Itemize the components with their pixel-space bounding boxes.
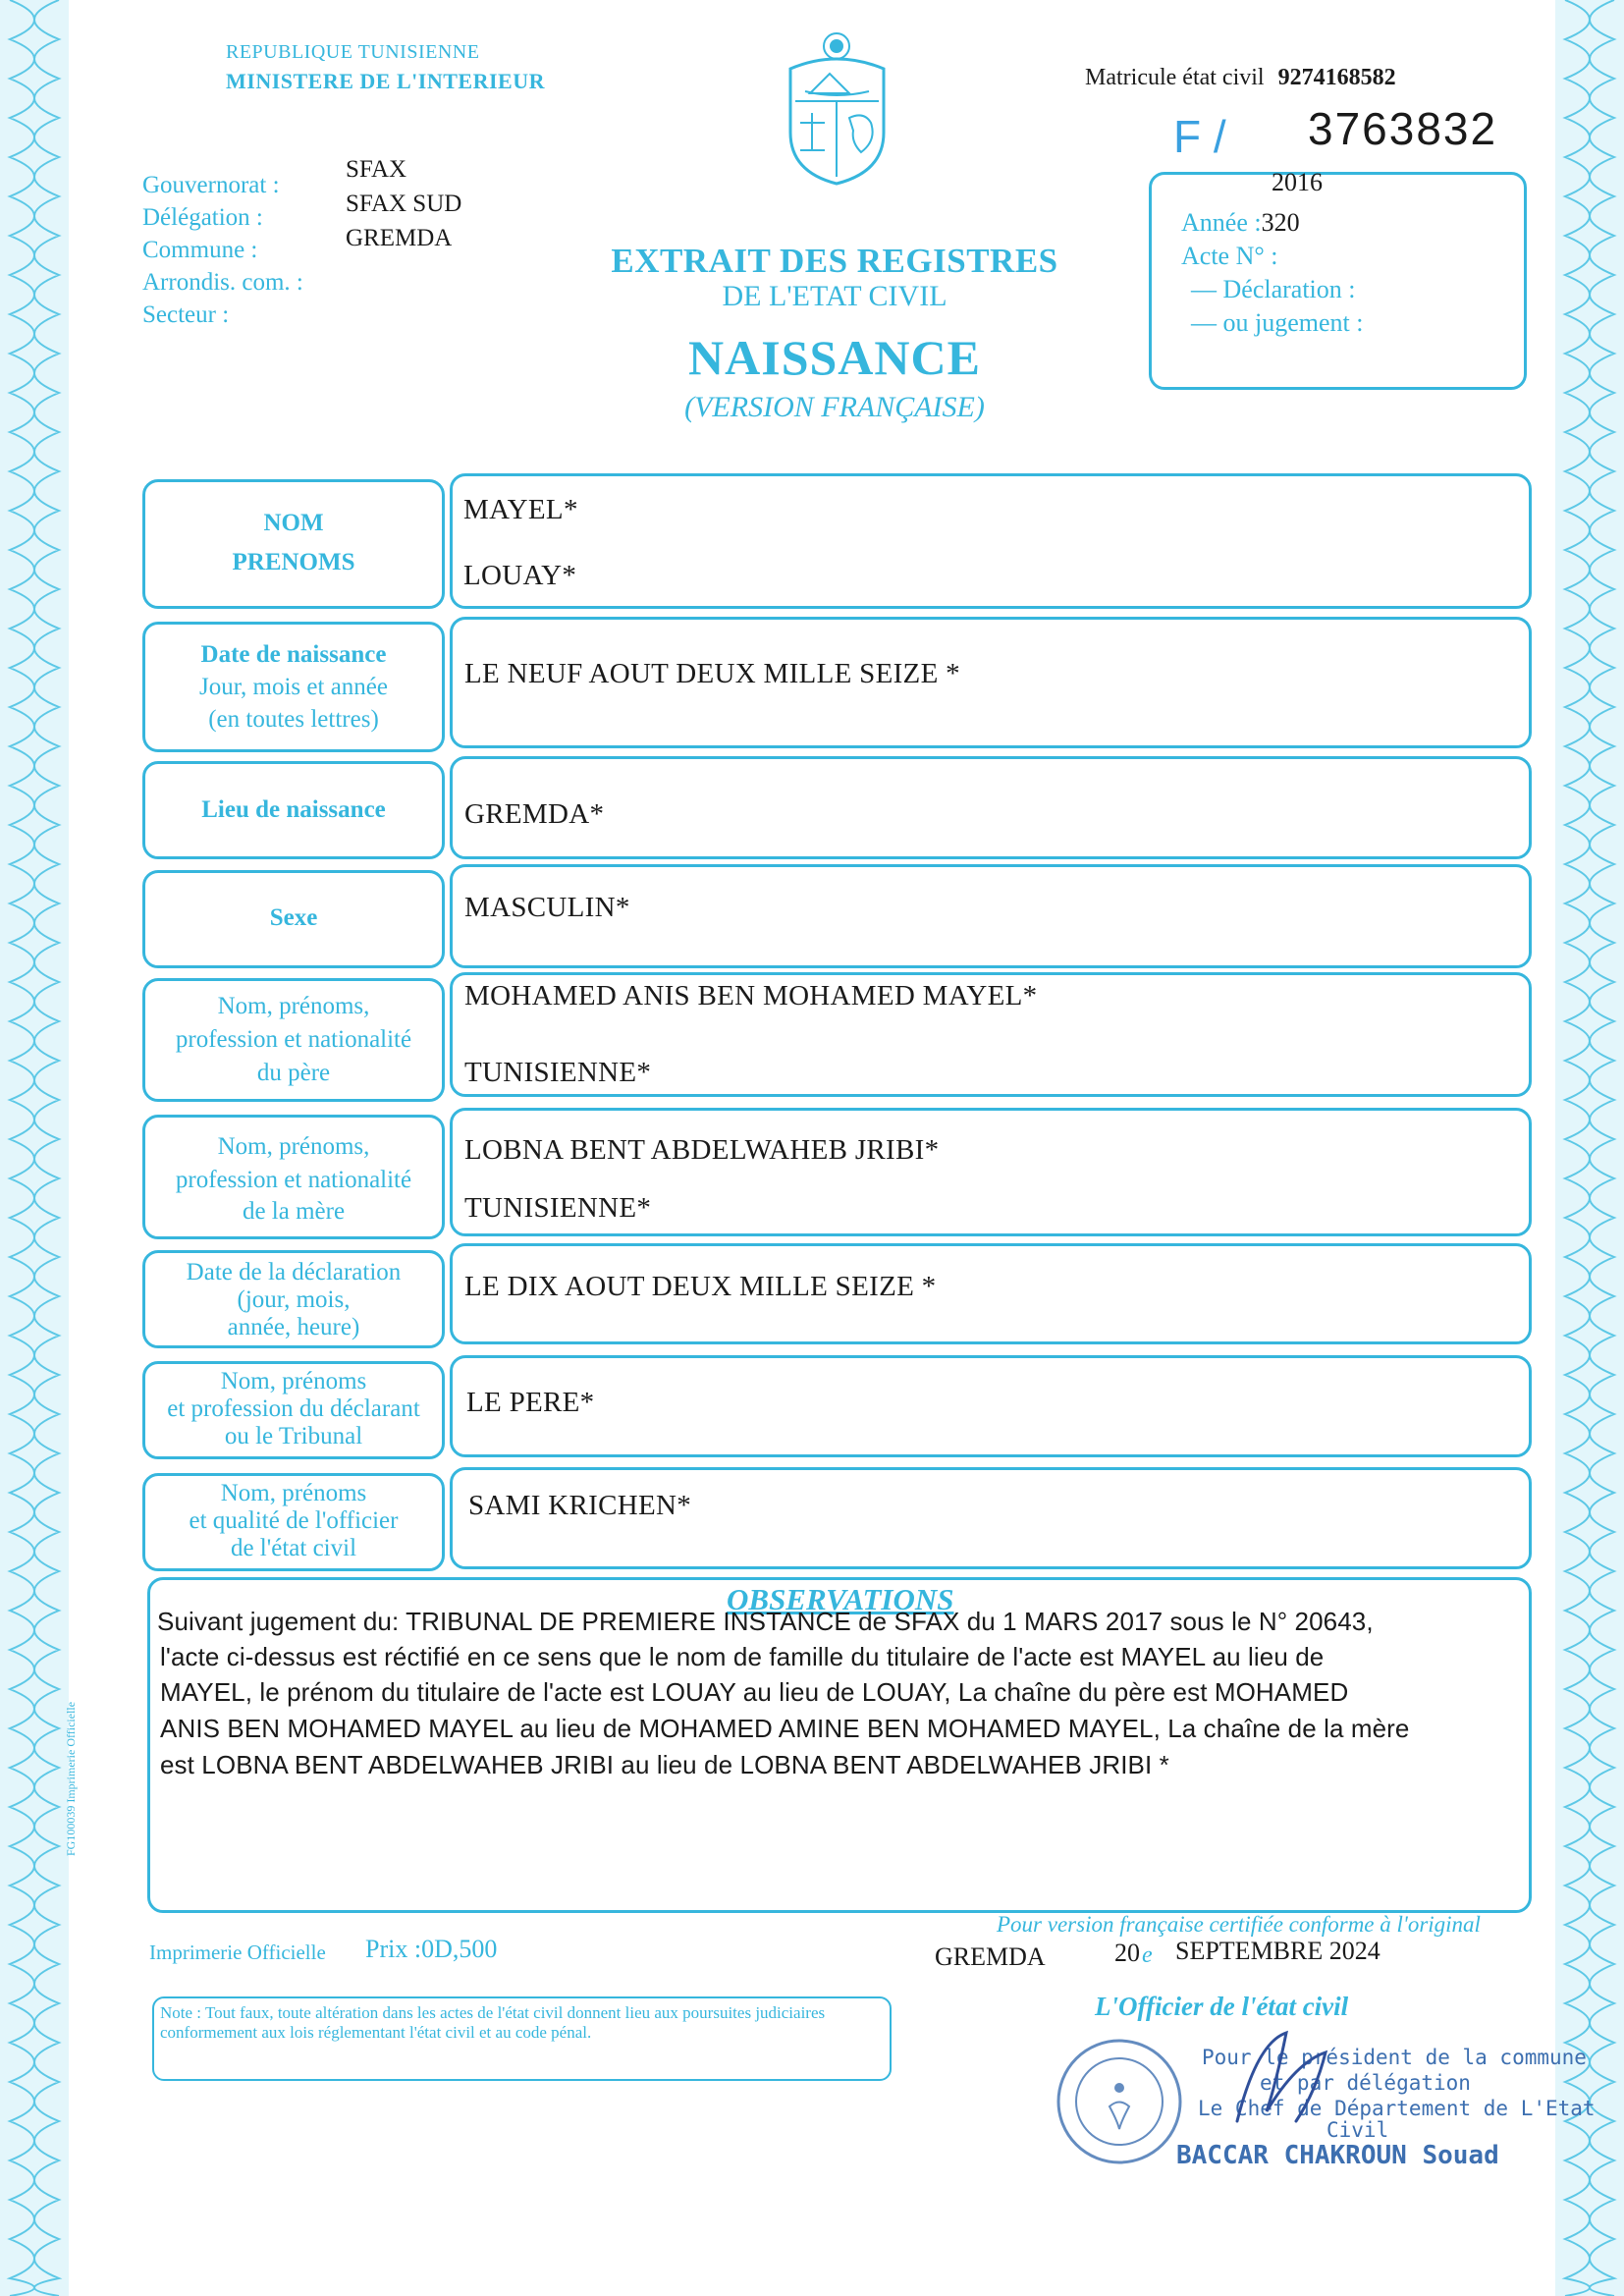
row-declarant-value-box [450,1355,1532,1457]
commune-label: Commune : [142,237,258,263]
officier-value: SAMI KRICHEN* [468,1490,692,1521]
commune-value: GREMDA [346,225,453,251]
mere-label-3: de la mère [242,1198,346,1225]
issue-day-suffix: e [1142,1942,1153,1968]
matricule-value: 9274168582 [1277,65,1396,90]
pere-name-value: MOHAMED ANIS BEN MOHAMED MAYEL* [464,980,1038,1011]
official-round-stamp [1051,2033,1188,2170]
observation-line-5: est LOBNA BENT ABDELWAHEB JRIBI au lieu de LOBNA BENT ABDELWAHEB JRIBI * [160,1750,1169,1779]
coat-of-arms-emblem [771,25,903,187]
pere-label-1: Nom, prénoms, [217,993,370,1019]
stamp-line-3: Le Chef de Département de L'Etat [1198,2097,1596,2120]
guilloche-border-left [0,0,69,2296]
date-naissance-label: Date de naissance [200,641,387,668]
row-nom-value-box [450,473,1532,609]
officier-label-3: de l'état civil [230,1535,357,1561]
officier-label-1: Nom, prénoms [220,1480,367,1506]
stamp-line-2: et par délégation [1260,2071,1471,2095]
ministry-label: MINISTERE DE L'INTERIEUR [226,69,545,93]
officer-title: L'Officier de l'état civil [1095,1992,1349,2021]
annee-line [1181,206,1363,240]
arrondissement-label: Arrondis. com. : [142,269,303,296]
observation-line-4: ANIS BEN MOHAMED MAYEL au lieu de MOHAMED AMINE BEN MOHAMED MAYEL, La chaîne de la mère [160,1714,1410,1743]
jugement-label: — ou jugement : [1191,308,1364,337]
lieu-value: GREMDA* [464,798,605,830]
signatory-name: BACCAR CHAKROUN Souad [1176,2141,1499,2170]
guilloche-border-right [1555,0,1624,2296]
annee-value: 320 [1261,208,1300,237]
issue-place: GREMDA [935,1942,1046,1971]
nom-value: MAYEL* [463,494,578,525]
prix-label: Prix :0D,500 [365,1935,498,1963]
republic-label: REPUBLIQUE TUNISIENNE [226,41,480,63]
secteur-label: Secteur : [142,301,230,328]
matricule-label: Matricule état civil [1085,65,1265,90]
delegation-value: SFAX SUD [346,191,462,217]
certified-statement: Pour version française certifiée conforme à l'original [997,1912,1481,1937]
matricule-line [1085,65,1396,91]
declarant-label-3: ou le Tribunal [224,1423,363,1449]
pere-nationality-value: TUNISIENNE* [464,1057,652,1088]
issue-month-year: SEPTEMBRE 2024 [1175,1937,1380,1965]
mere-label-1: Nom, prénoms, [217,1133,370,1160]
mere-nationality-value: TUNISIENNE* [464,1192,652,1224]
location-values [346,152,461,255]
pere-label-2: profession et nationalité [175,1026,412,1053]
mere-label-2: profession et nationalité [175,1167,412,1193]
stamp-line-4: Civil [1326,2118,1389,2142]
date-naissance-sublabel2: (en toutes lettres) [208,706,379,733]
acte-year: 2016 [1272,168,1323,196]
imprimerie-label: Imprimerie Officielle [149,1941,326,1964]
nom-label: NOM [263,510,324,536]
stamp-line-1: Pour le président de la commune [1202,2046,1587,2069]
annee-label: Année : [1181,208,1262,237]
lieu-label: Lieu de naissance [201,796,386,823]
officier-label-2: et qualité de l'officier [189,1507,399,1534]
location-labels [142,169,303,331]
declaration-label-1: Date de la déclaration [186,1259,402,1285]
sexe-label: Sexe [269,904,318,931]
date-naissance-sublabel: Jour, mois et année [198,674,388,700]
acte-label: Acte N° : [1181,242,1278,270]
title-line2: DE L'ETAT CIVIL [722,280,947,312]
issue-day: 20 [1114,1939,1140,1967]
observation-line-3: MAYEL, le prénom du titulaire de l'acte est LOUAY au lieu de LOUAY, La chaîne du père est MOHAMED [160,1677,1349,1707]
declarant-value: LE PERE* [466,1387,595,1418]
row-lieu-value-box [450,756,1532,859]
title-line1: EXTRAIT DES REGISTRES [611,242,1058,280]
declaration-label: — Déclaration : [1191,275,1356,303]
delegation-label: Délégation : [142,204,263,231]
prenoms-value: LOUAY* [463,560,577,591]
printer-side-note: FG100039 Imprimerie Officielle [64,1701,78,1856]
legal-note: Note : Tout faux, toute altération dans les actes de l'état civil donnent lieu aux poursuites judiciaires conformement aux lois réglementant l'état civil et au code pénal. [160,2003,826,2042]
gouvernorat-value: SFAX [346,156,407,183]
declarant-label-1: Nom, prénoms [220,1368,367,1394]
date-naissance-value: LE NEUF AOUT DEUX MILLE SEIZE * [464,658,960,689]
declarant-label-2: et profession du déclarant [167,1395,420,1422]
pere-label-3: du père [256,1060,331,1086]
declaration-label-3: année, heure) [227,1314,360,1340]
sexe-value: MASCULIN* [464,892,630,923]
handwritten-signature [1218,2023,1355,2141]
mere-name-value: LOBNA BENT ABDELWAHEB JRIBI* [464,1134,940,1166]
declaration-label-2: (jour, mois, [237,1286,351,1313]
observation-line-1: Suivant jugement du: TRIBUNAL DE PREMIERE INSTANCE de SFAX du 1 MARS 2017 sous le N° 20643, [157,1607,1374,1636]
observation-line-2: l'acte ci-dessus est réctifié en ce sens que le nom de famille du titulaire de l'acte est MAYEL au lieu de [160,1642,1325,1671]
declaration-value: LE DIX AOUT DEUX MILLE SEIZE * [464,1271,937,1302]
gouvernorat-label: Gouvernorat : [142,172,280,198]
prenoms-label: PRENOMS [232,549,355,575]
f-prefix: F / [1173,111,1226,162]
serial-number: 3763832 [1308,103,1498,154]
title-main: NAISSANCE [688,330,981,385]
title-version: (VERSION FRANÇAISE) [684,391,985,423]
row-nom-label-box [142,479,445,609]
acte-box-labels [1181,206,1363,340]
observations-title: OBSERVATIONS [727,1582,954,1616]
